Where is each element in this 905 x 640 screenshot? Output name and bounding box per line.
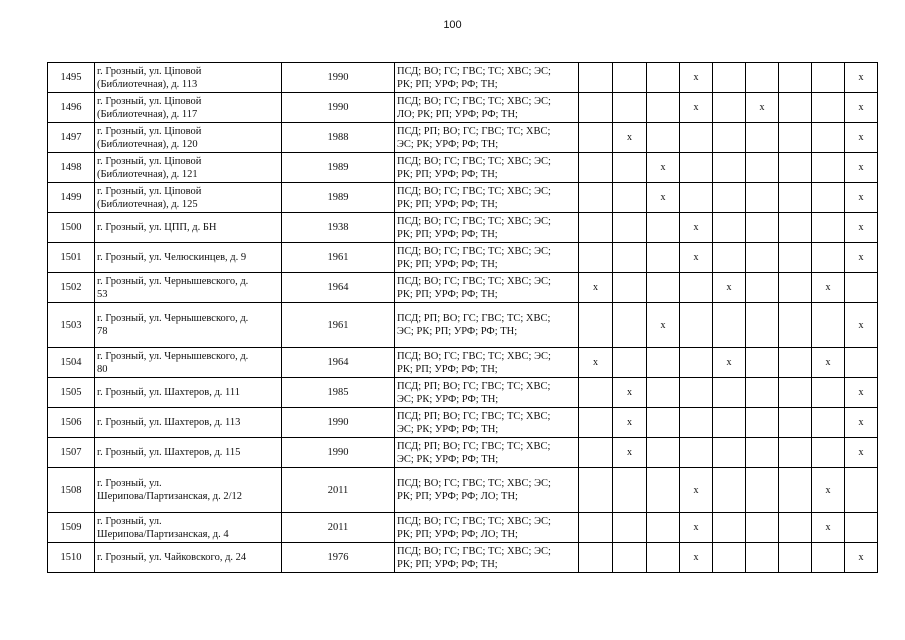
works-line: ПСД; РП; ВО; ГС; ГВС; ТС; ХВС; (397, 380, 551, 392)
mark-cell: x (680, 63, 713, 93)
row-number: 1508 (48, 468, 95, 513)
mark-cell (713, 153, 746, 183)
address-line: г. Грозный, ул. Шахтеров, д. 111 (97, 387, 241, 398)
mark-cell (579, 93, 613, 123)
works-cell (395, 303, 579, 348)
address-cell (95, 513, 282, 543)
mark-cell (647, 243, 680, 273)
year-cell: 1976 (282, 543, 395, 573)
mark-cell (746, 438, 779, 468)
mark-cell (812, 543, 845, 573)
mark-cell (647, 273, 680, 303)
year-cell: 1938 (282, 213, 395, 243)
works-cell (395, 123, 579, 153)
year-cell: 1961 (282, 303, 395, 348)
mark-cell (713, 543, 746, 573)
table-row (48, 543, 878, 573)
table-row (48, 123, 878, 153)
mark-cell (613, 153, 647, 183)
mark-cell: x (613, 438, 647, 468)
works-line: ЭС; РК; УРФ; РФ; ТН; (397, 423, 499, 435)
mark-cell (613, 543, 647, 573)
mark-cell (613, 93, 647, 123)
address-line: г. Грозный, ул. Ціповой (97, 65, 202, 77)
row-number: 1496 (48, 93, 95, 123)
works-line: РК; РП; УРФ; РФ; ТН; (397, 258, 498, 270)
works-line: РК; РП; УРФ; РФ; ТН; (397, 198, 498, 210)
mark-cell (812, 438, 845, 468)
mark-cell (579, 243, 613, 273)
mark-cell (613, 63, 647, 93)
mark-cell (680, 123, 713, 153)
mark-cell (746, 513, 779, 543)
mark-cell (579, 183, 613, 213)
table-row (48, 63, 878, 93)
mark-cell (779, 303, 812, 348)
mark-cell (647, 543, 680, 573)
address-line: г. Грозный, ул. (97, 478, 162, 489)
mark-cell (812, 303, 845, 348)
works-line: РК; РП; УРФ; РФ; ТН; (397, 78, 498, 90)
mark-cell (613, 303, 647, 348)
mark-cell (579, 513, 613, 543)
mark-cell (579, 543, 613, 573)
mark-cell (647, 123, 680, 153)
row-number: 1503 (48, 303, 95, 348)
mark-cell: x (845, 378, 878, 408)
works-line: ПСД; ВО; ГС; ГВС; ТС; ХВС; ЭС; (397, 478, 551, 489)
mark-cell: x (845, 183, 878, 213)
mark-cell (845, 348, 878, 378)
year-cell: 1990 (282, 408, 395, 438)
address-line: г. Грозный, ул. Шахтеров, д. 115 (97, 447, 241, 458)
mark-cell (713, 213, 746, 243)
table-row (48, 468, 878, 513)
mark-cell (779, 93, 812, 123)
address-line: (Библиотечная), д. 117 (97, 108, 198, 120)
address-line: Шерипова/Партизанская, д. 4 (97, 528, 229, 540)
works-cell (395, 63, 579, 93)
mark-cell: x (579, 273, 613, 303)
row-number: 1498 (48, 153, 95, 183)
address-line: г. Грозный, ул. Ціповой (97, 125, 202, 137)
mark-cell (845, 468, 878, 513)
address-cell (95, 348, 282, 378)
table-row (48, 438, 878, 468)
mark-cell: x (845, 243, 878, 273)
address-line: г. Грозный, ул. Челюскинцев, д. 9 (97, 252, 247, 263)
works-line: ЭС; РК; УРФ; РФ; ТН; (397, 138, 499, 150)
row-number: 1506 (48, 408, 95, 438)
year-cell: 1989 (282, 183, 395, 213)
mark-cell (779, 468, 812, 513)
works-cell (395, 93, 579, 123)
mark-cell (779, 123, 812, 153)
mark-cell (647, 513, 680, 543)
mark-cell (812, 63, 845, 93)
table-row (48, 408, 878, 438)
works-cell (395, 243, 579, 273)
year-cell: 1990 (282, 93, 395, 123)
mark-cell (812, 153, 845, 183)
mark-cell (647, 213, 680, 243)
works-line: РК; РП; УРФ; РФ; ТН; (397, 288, 498, 300)
works-cell (395, 153, 579, 183)
table-row (48, 153, 878, 183)
works-line: РК; РП; УРФ; РФ; ТН; (397, 168, 498, 180)
mark-cell (746, 243, 779, 273)
address-line: г. Грозный, ул. Чернышевского, д. (97, 350, 249, 362)
mark-cell (680, 408, 713, 438)
mark-cell: x (713, 273, 746, 303)
mark-cell (812, 93, 845, 123)
table-body (48, 63, 878, 573)
row-number: 1501 (48, 243, 95, 273)
mark-cell (779, 378, 812, 408)
year-cell: 1990 (282, 438, 395, 468)
page-number: 100 (443, 19, 462, 31)
mark-cell (613, 273, 647, 303)
works-cell (395, 273, 579, 303)
mark-cell (779, 243, 812, 273)
table-row (48, 348, 878, 378)
mark-cell (779, 408, 812, 438)
year-cell: 1964 (282, 273, 395, 303)
mark-cell (680, 273, 713, 303)
mark-cell (746, 303, 779, 348)
mark-cell: x (680, 213, 713, 243)
address-cell (95, 273, 282, 303)
address-cell (95, 63, 282, 93)
works-line: ПСД; РП; ВО; ГС; ГВС; ТС; ХВС; (397, 313, 551, 324)
works-cell (395, 408, 579, 438)
works-line: ЭС; РК; РП; УРФ; РФ; ТН; (397, 326, 518, 337)
works-line: ЭС; РК; УРФ; РФ; ТН; (397, 393, 499, 405)
address-cell (95, 213, 282, 243)
year-cell: 2011 (282, 513, 395, 543)
row-number: 1497 (48, 123, 95, 153)
address-cell (95, 153, 282, 183)
works-line: РК; РП; УРФ; РФ; ТН; (397, 228, 498, 240)
address-line: г. Грозный, ул. ЦПП, д. БН (97, 222, 217, 233)
address-line: г. Грозный, ул. Чайковского, д. 24 (97, 552, 247, 563)
mark-cell (713, 63, 746, 93)
works-line: РК; РП; УРФ; РФ; ТН; (397, 558, 498, 570)
mark-cell (713, 378, 746, 408)
mark-cell (746, 123, 779, 153)
mark-cell (613, 183, 647, 213)
mark-cell (746, 378, 779, 408)
mark-cell (713, 123, 746, 153)
works-line: ПСД; РП; ВО; ГС; ГВС; ТС; ХВС; (397, 125, 551, 137)
mark-cell (779, 63, 812, 93)
works-line: ПСД; ВО; ГС; ГВС; ТС; ХВС; ЭС; (397, 185, 551, 197)
mark-cell (845, 513, 878, 543)
address-cell (95, 93, 282, 123)
mark-cell (579, 63, 613, 93)
mark-cell (579, 213, 613, 243)
address-line: (Библиотечная), д. 121 (97, 168, 198, 180)
address-cell (95, 468, 282, 513)
table-row (48, 183, 878, 213)
works-cell (395, 378, 579, 408)
works-line: ПСД; ВО; ГС; ГВС; ТС; ХВС; ЭС; (397, 545, 551, 557)
mark-cell: x (647, 303, 680, 348)
table-row (48, 378, 878, 408)
mark-cell: x (746, 93, 779, 123)
mark-cell (746, 153, 779, 183)
mark-cell (680, 183, 713, 213)
works-line: ПСД; ВО; ГС; ГВС; ТС; ХВС; ЭС; (397, 95, 551, 107)
address-line: (Библиотечная), д. 120 (97, 138, 198, 150)
works-line: ЛО; РК; РП; УРФ; РФ; ТН; (397, 108, 518, 120)
table-row (48, 513, 878, 543)
address-line: 78 (97, 326, 108, 337)
table-row (48, 273, 878, 303)
mark-cell (647, 378, 680, 408)
works-line: ПСД; ВО; ГС; ГВС; ТС; ХВС; ЭС; (397, 245, 551, 257)
works-cell (395, 543, 579, 573)
table-row (48, 303, 878, 348)
row-number: 1510 (48, 543, 95, 573)
table-row (48, 93, 878, 123)
row-number: 1495 (48, 63, 95, 93)
works-line: ПСД; РП; ВО; ГС; ГВС; ТС; ХВС; (397, 410, 551, 422)
mark-cell (680, 153, 713, 183)
works-line: ПСД; ВО; ГС; ГВС; ТС; ХВС; ЭС; (397, 155, 551, 167)
mark-cell: x (812, 348, 845, 378)
mark-cell (779, 348, 812, 378)
mark-cell (680, 348, 713, 378)
address-line: г. Грозный, ул. Ціповой (97, 155, 202, 167)
mark-cell: x (613, 408, 647, 438)
mark-cell (812, 378, 845, 408)
mark-cell (579, 468, 613, 513)
mark-cell: x (812, 468, 845, 513)
mark-cell (613, 513, 647, 543)
address-cell (95, 408, 282, 438)
row-number: 1505 (48, 378, 95, 408)
mark-cell: x (680, 243, 713, 273)
mark-cell (713, 183, 746, 213)
mark-cell: x (713, 348, 746, 378)
mark-cell (845, 273, 878, 303)
mark-cell: x (845, 543, 878, 573)
row-number: 1500 (48, 213, 95, 243)
works-line: ПСД; РП; ВО; ГС; ГВС; ТС; ХВС; (397, 440, 551, 452)
mark-cell: x (845, 408, 878, 438)
works-cell (395, 468, 579, 513)
mark-cell: x (680, 543, 713, 573)
mark-cell: x (845, 123, 878, 153)
buildings-table (47, 62, 878, 573)
address-line: 53 (97, 288, 108, 300)
mark-cell (779, 543, 812, 573)
mark-cell (812, 123, 845, 153)
year-cell: 1985 (282, 378, 395, 408)
mark-cell (579, 378, 613, 408)
mark-cell: x (680, 93, 713, 123)
mark-cell (579, 303, 613, 348)
works-cell (395, 513, 579, 543)
mark-cell: x (845, 213, 878, 243)
mark-cell (579, 408, 613, 438)
mark-cell (713, 93, 746, 123)
address-line: г. Грозный, ул. Ціповой (97, 95, 202, 107)
row-number: 1509 (48, 513, 95, 543)
mark-cell: x (647, 183, 680, 213)
mark-cell (680, 303, 713, 348)
row-number: 1504 (48, 348, 95, 378)
mark-cell (746, 273, 779, 303)
mark-cell (647, 408, 680, 438)
address-cell (95, 303, 282, 348)
mark-cell (713, 408, 746, 438)
works-line: РК; РП; УРФ; РФ; ЛО; ТН; (397, 528, 518, 540)
address-cell (95, 378, 282, 408)
year-cell: 2011 (282, 468, 395, 513)
address-line: 80 (97, 363, 108, 375)
row-number: 1507 (48, 438, 95, 468)
mark-cell (779, 213, 812, 243)
works-line: ПСД; ВО; ГС; ГВС; ТС; ХВС; ЭС; (397, 350, 551, 362)
mark-cell (779, 273, 812, 303)
mark-cell: x (613, 378, 647, 408)
mark-cell (647, 438, 680, 468)
mark-cell (746, 408, 779, 438)
mark-cell (779, 183, 812, 213)
works-line: ПСД; ВО; ГС; ГВС; ТС; ХВС; ЭС; (397, 515, 551, 527)
mark-cell: x (647, 153, 680, 183)
works-line: ПСД; ВО; ГС; ГВС; ТС; ХВС; ЭС; (397, 275, 551, 287)
mark-cell (613, 213, 647, 243)
mark-cell (579, 438, 613, 468)
mark-cell (812, 408, 845, 438)
address-line: г. Грозный, ул. (97, 515, 162, 527)
mark-cell (812, 213, 845, 243)
mark-cell (613, 348, 647, 378)
address-cell (95, 438, 282, 468)
mark-cell (713, 303, 746, 348)
works-line: ПСД; ВО; ГС; ГВС; ТС; ХВС; ЭС; (397, 65, 551, 77)
address-line: (Библиотечная), д. 113 (97, 78, 198, 90)
mark-cell: x (613, 123, 647, 153)
table-row (48, 243, 878, 273)
mark-cell (647, 348, 680, 378)
mark-cell: x (812, 513, 845, 543)
works-cell (395, 183, 579, 213)
year-cell: 1964 (282, 348, 395, 378)
address-line: г. Грозный, ул. Ціповой (97, 185, 202, 197)
works-line: ПСД; ВО; ГС; ГВС; ТС; ХВС; ЭС; (397, 215, 551, 227)
mark-cell (779, 153, 812, 183)
mark-cell (746, 183, 779, 213)
mark-cell: x (845, 153, 878, 183)
mark-cell (647, 63, 680, 93)
address-cell (95, 183, 282, 213)
mark-cell: x (579, 348, 613, 378)
mark-cell (680, 378, 713, 408)
row-number: 1502 (48, 273, 95, 303)
works-cell (395, 438, 579, 468)
mark-cell (746, 543, 779, 573)
works-cell (395, 348, 579, 378)
year-cell: 1961 (282, 243, 395, 273)
mark-cell: x (845, 303, 878, 348)
year-cell: 1988 (282, 123, 395, 153)
mark-cell: x (812, 273, 845, 303)
address-line: Шерипова/Партизанская, д. 2/12 (97, 491, 242, 502)
mark-cell (680, 438, 713, 468)
mark-cell (746, 348, 779, 378)
mark-cell: x (845, 63, 878, 93)
address-line: г. Грозный, ул. Чернышевского, д. (97, 275, 249, 287)
mark-cell (713, 438, 746, 468)
table-row (48, 213, 878, 243)
mark-cell (579, 153, 613, 183)
mark-cell (812, 183, 845, 213)
mark-cell (779, 513, 812, 543)
mark-cell (613, 243, 647, 273)
mark-cell: x (680, 468, 713, 513)
mark-cell (746, 63, 779, 93)
mark-cell (812, 243, 845, 273)
mark-cell (779, 438, 812, 468)
address-line: (Библиотечная), д. 125 (97, 198, 198, 210)
mark-cell (713, 468, 746, 513)
works-line: ЭС; РК; УРФ; РФ; ТН; (397, 453, 499, 465)
mark-cell (647, 93, 680, 123)
mark-cell (746, 468, 779, 513)
address-cell (95, 123, 282, 153)
mark-cell: x (845, 438, 878, 468)
mark-cell (713, 243, 746, 273)
mark-cell (613, 468, 647, 513)
mark-cell: x (680, 513, 713, 543)
mark-cell (579, 123, 613, 153)
address-cell (95, 243, 282, 273)
mark-cell: x (845, 93, 878, 123)
address-cell (95, 543, 282, 573)
row-number: 1499 (48, 183, 95, 213)
works-line: РК; РП; УРФ; РФ; ЛО; ТН; (397, 491, 518, 502)
year-cell: 1989 (282, 153, 395, 183)
mark-cell (746, 213, 779, 243)
mark-cell (713, 513, 746, 543)
works-line: РК; РП; УРФ; РФ; ТН; (397, 363, 498, 375)
address-line: г. Грозный, ул. Чернышевского, д. (97, 313, 249, 324)
works-cell (395, 213, 579, 243)
address-line: г. Грозный, ул. Шахтеров, д. 113 (97, 417, 241, 428)
mark-cell (647, 468, 680, 513)
year-cell: 1990 (282, 63, 395, 93)
